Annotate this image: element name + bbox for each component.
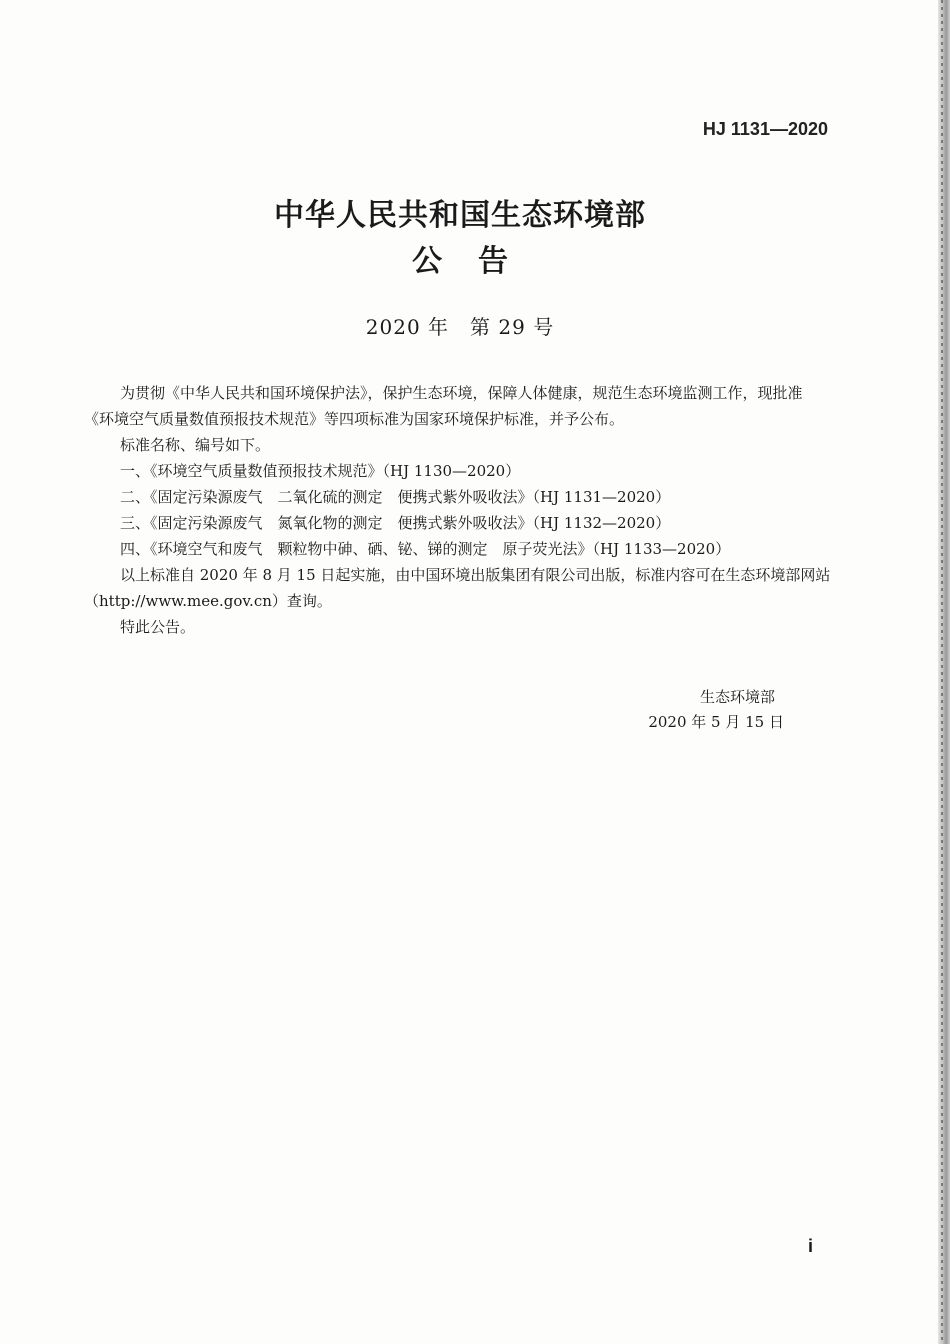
- closing-paragraph: 特此公告。: [120, 618, 196, 636]
- issue-number: 2020 年 第 29 号: [365, 315, 555, 339]
- organization-title: 中华人民共和国生态环境部: [274, 198, 646, 233]
- scan-page-edge: [938, 0, 950, 1344]
- announcement-body: [84, 380, 832, 640]
- implementation-paragraph: 以上标准自 2020 年 8 月 15 日起实施，由中国环境出版集团有限公司出版，标准内容可在生态环境部网站（http://www.mee.gov.cn）查询。: [84, 566, 831, 610]
- signer-name: 生态环境部: [699, 688, 775, 706]
- intro-paragraph: 为贯彻《中华人民共和国环境保护法》，保护生态环境，保障人体健康，规范生态环境监测工作，现批准《环境空气质量数值预报技术规范》等四项标准为国家环境保护标准，并予公布。: [84, 384, 803, 428]
- document-type-title: 公告: [412, 244, 544, 279]
- standard-item-3: 三、《固定污染源废气 氮氧化物的测定 便携式紫外吸收法》（HJ 1132—2020）: [120, 514, 671, 532]
- list-heading: 标准名称、编号如下。: [120, 436, 271, 454]
- standard-item-4: 四、《环境空气和废气 颗粒物中砷、硒、铋、锑的测定 原子荧光法》（HJ 1133—2020）: [120, 540, 731, 558]
- signature-date: 2020 年 5 月 15 日: [648, 713, 784, 731]
- standard-item-2: 二、《固定污染源废气 二氧化硫的测定 便携式紫外吸收法》（HJ 1131—2020）: [120, 488, 671, 506]
- standard-code: HJ 1131—2020: [702, 119, 828, 139]
- standard-item-1: 一、《环境空气质量数值预报技术规范》（HJ 1130—2020）: [120, 462, 521, 480]
- page-number: i: [808, 1236, 814, 1256]
